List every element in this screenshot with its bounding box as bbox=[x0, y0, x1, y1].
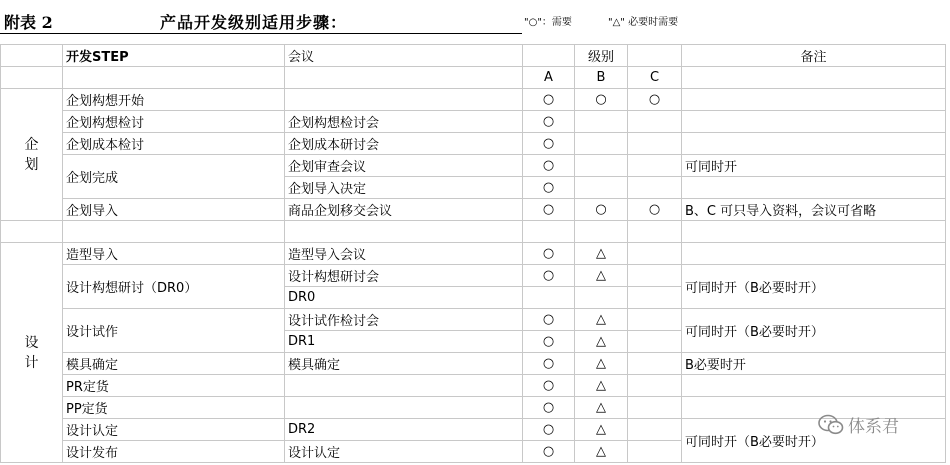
spacer-row bbox=[1, 221, 946, 243]
remark-cell bbox=[682, 375, 946, 397]
level-b-cell: △ bbox=[575, 265, 628, 287]
level-a-cell: ○ bbox=[523, 89, 575, 111]
meeting-cell: 企划成本研讨会 bbox=[285, 133, 523, 155]
level-b-cell: △ bbox=[575, 309, 628, 331]
col-meeting: 会议 bbox=[285, 45, 523, 67]
meeting-cell: DR0 bbox=[285, 287, 523, 309]
remark-cell: 可同时开 bbox=[682, 155, 946, 177]
level-c-cell bbox=[628, 287, 682, 309]
level-a-cell: ○ bbox=[523, 177, 575, 199]
step-table bbox=[0, 44, 946, 463]
meeting-cell: DR1 bbox=[285, 331, 523, 353]
level-b-cell: △ bbox=[575, 375, 628, 397]
table-row bbox=[1, 243, 946, 265]
meeting-cell: 设计试作检讨会 bbox=[285, 309, 523, 331]
col-step: 开发STEP bbox=[63, 45, 285, 67]
step-cell: 模具确定 bbox=[63, 353, 285, 375]
title-underline bbox=[0, 33, 522, 34]
wechat-icon bbox=[818, 414, 844, 436]
level-a-cell: ○ bbox=[523, 397, 575, 419]
meeting-cell: 造型导入会议 bbox=[285, 243, 523, 265]
meeting-cell: 设计认定 bbox=[285, 441, 523, 463]
level-c-cell bbox=[628, 441, 682, 463]
level-b-cell: △ bbox=[575, 419, 628, 441]
remark-cell bbox=[682, 177, 946, 199]
level-b-cell bbox=[575, 133, 628, 155]
level-c-cell bbox=[628, 375, 682, 397]
level-c-cell bbox=[628, 309, 682, 331]
meeting-cell: 企划审查会议 bbox=[285, 155, 523, 177]
meeting-cell bbox=[285, 375, 523, 397]
group-design: 设 计 bbox=[1, 243, 63, 463]
level-c-cell: ○ bbox=[628, 199, 682, 221]
level-a-cell: ○ bbox=[523, 111, 575, 133]
page-title: 产品开发级别适用步骤： bbox=[160, 13, 348, 32]
level-c-cell bbox=[628, 353, 682, 375]
level-c-cell bbox=[628, 331, 682, 353]
step-cell: 设计构想研讨（DR0） bbox=[63, 265, 285, 309]
level-b-cell bbox=[575, 287, 628, 309]
step-cell: 设计认定 bbox=[63, 419, 285, 441]
table-row bbox=[1, 353, 946, 375]
level-b-cell: ○ bbox=[575, 89, 628, 111]
level-b-cell bbox=[575, 155, 628, 177]
meeting-cell: 企划导入决定 bbox=[285, 177, 523, 199]
col-remark: 备注 bbox=[682, 45, 946, 67]
level-c-cell: ○ bbox=[628, 89, 682, 111]
col-level: 级别 bbox=[575, 45, 628, 67]
level-a-cell: ○ bbox=[523, 265, 575, 287]
table-row bbox=[1, 265, 946, 287]
level-a-cell: ○ bbox=[523, 353, 575, 375]
level-a-cell: ○ bbox=[523, 155, 575, 177]
meeting-cell bbox=[285, 89, 523, 111]
table-row bbox=[1, 199, 946, 221]
table-row bbox=[1, 155, 946, 177]
group-plan: 企 划 bbox=[1, 89, 63, 221]
col-b: B bbox=[575, 67, 628, 89]
table-row bbox=[1, 397, 946, 419]
level-a-cell bbox=[523, 287, 575, 309]
meeting-cell: 企划构想检讨会 bbox=[285, 111, 523, 133]
level-a-cell: ○ bbox=[523, 375, 575, 397]
meeting-cell: 模具确定 bbox=[285, 353, 523, 375]
remark-cell bbox=[682, 111, 946, 133]
step-cell: PP定货 bbox=[63, 397, 285, 419]
remark-cell: B、C 可只导入资料，会议可省略 bbox=[682, 199, 946, 221]
remark-cell: 可同时开（B必要时开） bbox=[682, 265, 946, 309]
level-b-cell: ○ bbox=[575, 199, 628, 221]
table-row bbox=[1, 375, 946, 397]
level-b-cell: △ bbox=[575, 331, 628, 353]
level-c-cell bbox=[628, 397, 682, 419]
subheader-row bbox=[1, 67, 946, 89]
level-a-cell: ○ bbox=[523, 441, 575, 463]
legend-triangle: "△" 必要时需要 bbox=[608, 17, 679, 28]
table-row bbox=[1, 419, 946, 441]
level-b-cell: △ bbox=[575, 441, 628, 463]
level-a-cell: ○ bbox=[523, 133, 575, 155]
remark-cell bbox=[682, 243, 946, 265]
meeting-cell: DR2 bbox=[285, 419, 523, 441]
step-cell: 企划导入 bbox=[63, 199, 285, 221]
remark-cell bbox=[682, 133, 946, 155]
step-cell: 企划成本检讨 bbox=[63, 133, 285, 155]
remark-cell: B必要时开 bbox=[682, 353, 946, 375]
step-cell: 企划构想检讨 bbox=[63, 111, 285, 133]
level-c-cell bbox=[628, 419, 682, 441]
level-b-cell: △ bbox=[575, 397, 628, 419]
level-a-cell: ○ bbox=[523, 419, 575, 441]
level-a-cell: ○ bbox=[523, 199, 575, 221]
remark-cell: 可同时开（B必要时开） bbox=[682, 309, 946, 353]
table-row bbox=[1, 111, 946, 133]
table-row bbox=[1, 89, 946, 111]
step-cell: 设计试作 bbox=[63, 309, 285, 353]
level-b-cell bbox=[575, 111, 628, 133]
meeting-cell: 设计构想研讨会 bbox=[285, 265, 523, 287]
step-cell: 造型导入 bbox=[63, 243, 285, 265]
table-row bbox=[1, 309, 946, 331]
level-b-cell: △ bbox=[575, 353, 628, 375]
level-c-cell bbox=[628, 265, 682, 287]
level-c-cell bbox=[628, 155, 682, 177]
legend-circle: "○"：需要 bbox=[524, 17, 572, 28]
col-a: A bbox=[523, 67, 575, 89]
level-c-cell bbox=[628, 243, 682, 265]
step-cell: 企划完成 bbox=[63, 155, 285, 199]
header bbox=[0, 0, 950, 44]
step-cell: 设计发布 bbox=[63, 441, 285, 463]
header-row bbox=[1, 45, 946, 67]
remark-cell bbox=[682, 89, 946, 111]
level-a-cell: ○ bbox=[523, 331, 575, 353]
watermark bbox=[818, 412, 899, 437]
remark-cell bbox=[682, 397, 946, 419]
col-c: C bbox=[628, 67, 682, 89]
level-b-cell bbox=[575, 177, 628, 199]
meeting-cell: 商品企划移交会议 bbox=[285, 199, 523, 221]
level-c-cell bbox=[628, 133, 682, 155]
level-b-cell: △ bbox=[575, 243, 628, 265]
table-row bbox=[1, 133, 946, 155]
level-a-cell: ○ bbox=[523, 309, 575, 331]
level-c-cell bbox=[628, 111, 682, 133]
watermark-text: 体系君 bbox=[848, 417, 899, 437]
step-cell: 企划构想开始 bbox=[63, 89, 285, 111]
level-c-cell bbox=[628, 177, 682, 199]
meeting-cell bbox=[285, 397, 523, 419]
remark-cell: 可同时开（B必要时开） bbox=[682, 419, 946, 463]
appendix-ref: 附表 2 bbox=[4, 13, 53, 32]
level-a-cell: ○ bbox=[523, 243, 575, 265]
step-cell: PR定货 bbox=[63, 375, 285, 397]
